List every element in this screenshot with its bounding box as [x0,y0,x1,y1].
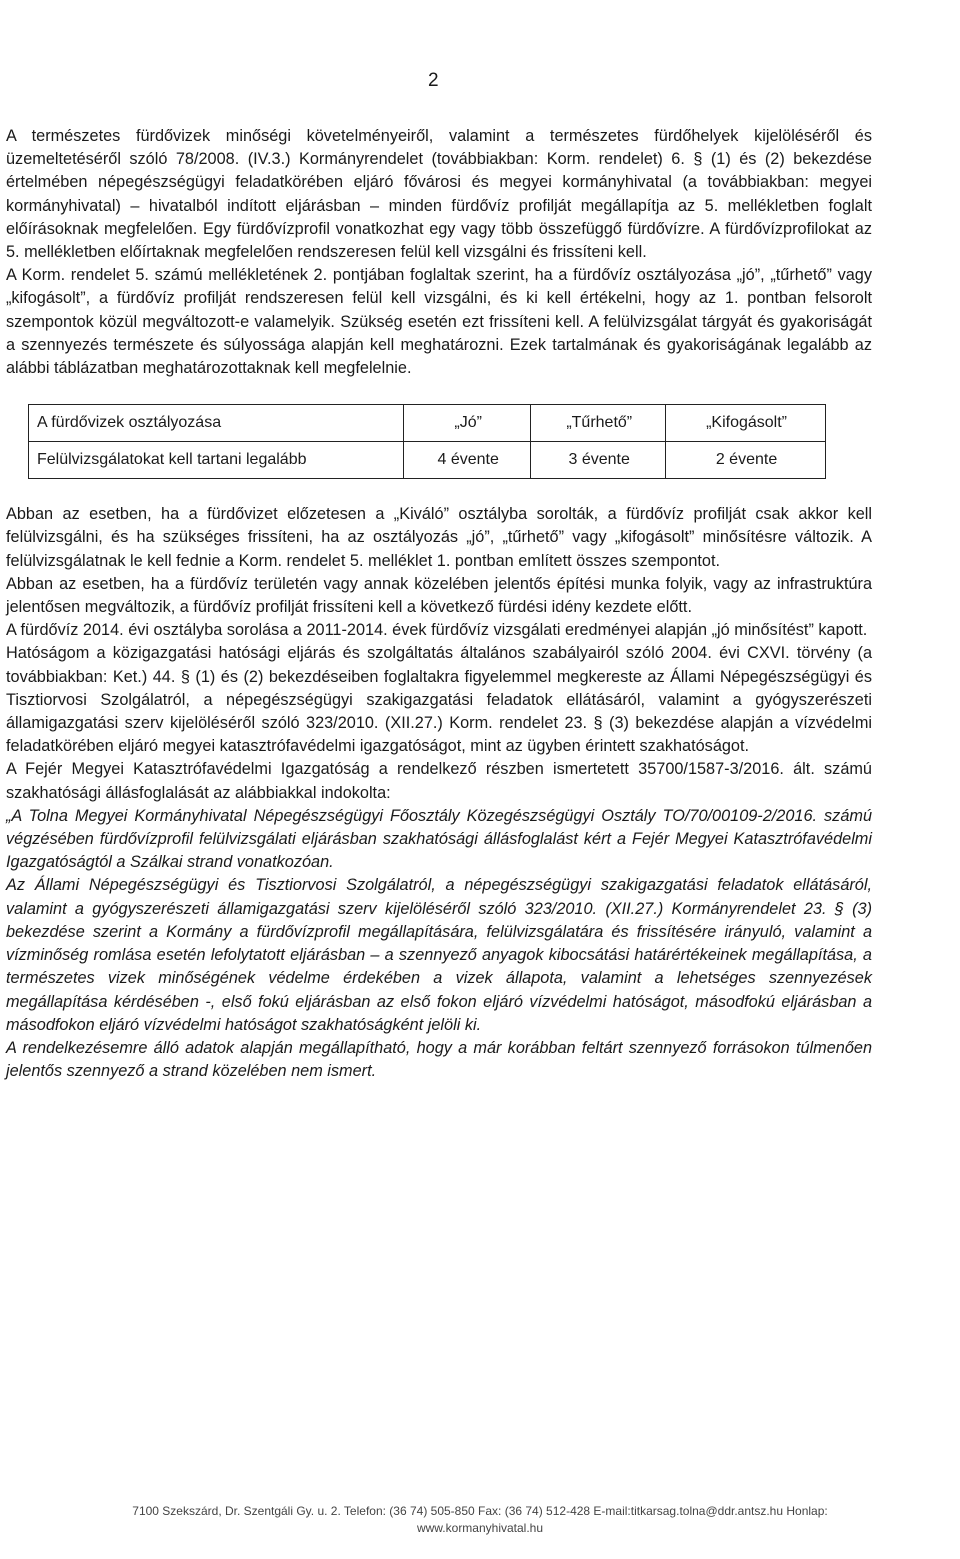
paragraph-2014-classification: A fürdővíz 2014. évi osztályba sorolása a 2011-2014. évek fürdővíz vizsgálati eredményei alapján „jó minősítést” kapott. [6,621,868,640]
table-row [29,405,826,442]
quote-paragraph-3: A rendelkezésemre álló adatok alapján megállapítható, hogy a már korábban feltárt szennyező forrásokon túlmenően jelentős szennyező a strand közelében nem ismert. [6,1038,872,1081]
table-cell: 4 évente [404,442,531,479]
table-row [29,442,826,479]
paragraph-authority-request: Hatóságom a közigazgatási hatósági eljárás és szolgáltatás általános szabályairól szóló 2004. évi CXVI. törvény (a továbbiakban: Ket.) 44. § (1) és (2) bekezdéseiben foglaltakra figyelemmel megkereste az Állami Népegészségügyi és Tisztiorvosi Szolgálatról, a népegészségügyi szakigazgatási feladatok ellátásáról, valamint a gyógyszerészeti államigazgatási szerv kijelöléséről szóló 323/2010. (XII.27.) Korm. rendelet 23. § (3) bekezdése alapján a vízvédelmi feladatkörében eljáró megyei katasztrófavédelmi igazgatóságot, mint az ügyben érintett szakhatóságot. [6,644,872,756]
page-number: 2 [428,70,439,91]
quote-paragraph-1: „A Tolna Megyei Kormányhivatal Népegészségügyi Főosztály Közegészségügyi Osztály TO/70/00109-2/2016. számú végzésében fürdővízprofil felülvizsgálati eljárásban szakhatósági állásfoglalást kért a Fejér Megyei Katasztrófavédelmi Igazgatóságtól a Szálkai strand vonatkozóan. [6,806,872,872]
footer-website: www.kormanyhivatal.hu [416,1521,544,1535]
table-cell: „Jó” [404,405,531,442]
letterhead-footer [0,1503,960,1537]
quote-paragraph-2: Az Állami Népegészségügyi és Tisztiorvosi Szolgálatról, a népegészségügyi szakigazgatási feladatok ellátásáról, valamint a gyógyszerészeti államigazgatási szerv kijelöléséről szóló 323/2010. (XII.27.) Kormányrendelet 23. § (3) bekezdése szerint a Kormány a fürdővízprofil megállapítására, felülvizsgálatára és frissítésére irányuló, valamint a vízminőség romlása esetén lefolytatott eljárásban – a szennyező anyagok kibocsátási határértékeinek megállapítása, a természetes vizek minőségének védelme érdekében a vizek állapota, valamint a lehetséges szennyezések megállapítása kérdésében -, első fokú eljárásban az első fokon eljáró vízvédelmi hatóságot, másodfokú eljárásban a másodfokon eljáró vízvédelmi hatóságot szakhatóságként jelöli ki. [6,876,872,1034]
table-cell: 2 évente [666,442,826,479]
paragraph-construction: Abban az esetben, ha a fürdővíz területén vagy annak közelében jelentős építési munka folyik, vagy az infrastruktúra jelentősen megváltozik, a fürdővíz profilját frissíteni kell a következő fürdési idény kezdete előtt. [6,574,872,617]
intro-paragraph: A természetes fürdővizek minőségi követelményeiről, valamint a természetes fürdőhelyek kijelöléséről és üzemeltetéséről szóló 78/2008. (IV.3.) Kormányrendelet (továbbiakban: Korm. rendelet) 6. § (1) és (2) bekezdése értelmében népegészségügyi feladatkörében eljáró fővárosi és megyei kormányhivatal (a továbbiakban: megyei kormányhivatal) – hivatalból indított eljárásban – minden fürdővíz profilját megállapítja az 5. mellékletben foglalt előírásoknak megfelelően. Egy fürdővízprofil vonatkozhat egy vagy több összefüggő fürdővízre. A fürdővízprofilokat az 5. mellékletben előírtaknak megfelelően rendszeresen felül kell vizsgálni és frissíteni kell. [6,127,872,262]
paragraph-review-requirements: A Korm. rendelet 5. számú mellékletének 2. pontjában foglaltak szerint, ha a fürdővíz osztályozása „jó”, „tűrhető” vagy „kifogásolt”, a fürdővíz profilját rendszeresen felül kell vizsgálni, és ki kell értékelni, hogy az 1. pontban felsorolt szempontok közül megváltozott-e valamelyik. Szükség esetén ezt frissíteni kell. A felülvizsgálat tárgyát és gyakoriságát a szennyezés természete és súlyossága alapján kell meghatározni. Ezek tartalmának és gyakoriságának legalább az alábbi táblázatban meghatározottaknak kell megfelelnie. [6,266,872,378]
paragraph-excellent-class: Abban az esetben, ha a fürdővizet előzetesen a „Kiváló” osztályba sorolták, a fürdővíz profilját csak akkor kell felülvizsgálni, és ha szükséges frissíteni, ha az osztályozás „jó”, „tűrhető” vagy „kifogásolt” minősítésre változik. A felülvizsgálatnak le kell fednie a Korm. rendelet 5. melléklet 1. pontban említett összes szempontot. [6,505,872,570]
review-frequency-table [28,404,826,479]
table-cell: A fürdővizek osztályozása [29,405,404,442]
table-cell: Felülvizsgálatokat kell tartani legalább [29,442,404,479]
table-cell: 3 évente [531,442,666,479]
document-body [6,125,872,1083]
paragraph-disaster-directorate: A Fejér Megyei Katasztrófavédelmi Igazgatóság a rendelkező részben ismertetett 35700/1587-3/2016. ált. számú szakhatósági állásfoglalását az alábbiakkal indokolta: [6,760,872,802]
footer-contact-line: 7100 Szekszárd, Dr. Szentgáli Gy. u. 2. Telefon: (36 74) 505-850 Fax: (36 74) 512-428 E-mail:titkarsag.tolna@ddr.antsz.hu Honlap: [132,1504,828,1518]
table-cell: „Kifogásolt” [666,405,826,442]
table-cell: „Tűrhető” [531,405,666,442]
